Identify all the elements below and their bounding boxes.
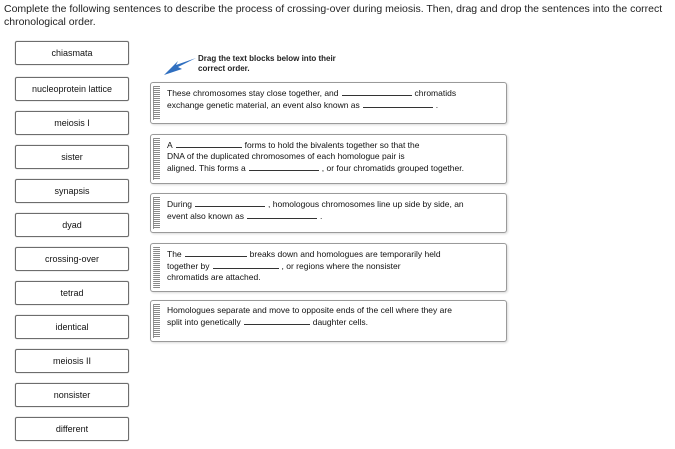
- answer-blank[interactable]: [244, 316, 310, 325]
- word-tile-nucleoprotein-lattice[interactable]: nucleoprotein lattice: [15, 77, 129, 101]
- word-tile-crossing-over[interactable]: crossing-over: [15, 247, 129, 271]
- answer-blank[interactable]: [363, 99, 433, 108]
- word-tile-meiosis-i[interactable]: meiosis I: [15, 111, 129, 135]
- word-tile-tetrad[interactable]: tetrad: [15, 281, 129, 305]
- drag-handle-icon[interactable]: [153, 304, 160, 338]
- sentence-block-3[interactable]: During , homologous chromosomes line up side by side, an event also known as .: [150, 193, 507, 233]
- word-tile-different[interactable]: different: [15, 417, 129, 441]
- word-tile-chiasmata[interactable]: chiasmata: [15, 41, 129, 65]
- drag-handle-icon[interactable]: [153, 197, 160, 229]
- answer-blank[interactable]: [176, 139, 242, 148]
- answer-blank[interactable]: [249, 162, 319, 171]
- answer-blank[interactable]: [195, 198, 265, 207]
- word-tile-identical[interactable]: identical: [15, 315, 129, 339]
- drag-hint: Drag the text blocks below into their correct order.: [198, 54, 336, 73]
- sentence-block-1[interactable]: These chromosomes stay close together, and chromatids exchange genetic material, an event also known as .: [150, 82, 507, 124]
- answer-blank[interactable]: [213, 260, 279, 269]
- answer-blank[interactable]: [247, 210, 317, 219]
- pointer-arrow-icon: [164, 56, 198, 78]
- word-tile-synapsis[interactable]: synapsis: [15, 179, 129, 203]
- sentence-block-2[interactable]: A forms to hold the bivalents together so that the DNA of the duplicated chromosomes of each homologue pair is aligned. This forms a , or four chromatids grouped together.: [150, 134, 507, 184]
- answer-blank[interactable]: [342, 87, 412, 96]
- sentence-block-4[interactable]: The breaks down and homologues are temporarily held together by , or regions where the nonsister chromatids are attached.: [150, 243, 507, 292]
- word-tile-meiosis-ii[interactable]: meiosis II: [15, 349, 129, 373]
- drag-handle-icon[interactable]: [153, 138, 160, 180]
- sentence-block-5[interactable]: Homologues separate and move to opposite ends of the cell where they are split into genetically daughter cells.: [150, 300, 507, 342]
- instructions-text: Complete the following sentences to describe the process of crossing-over during meiosis. Then, drag and drop the sentences into the correct chronological order.: [4, 3, 663, 28]
- word-tile-dyad[interactable]: dyad: [15, 213, 129, 237]
- drag-handle-icon[interactable]: [153, 86, 160, 120]
- word-tile-sister[interactable]: sister: [15, 145, 129, 169]
- answer-blank[interactable]: [185, 248, 247, 257]
- drag-handle-icon[interactable]: [153, 247, 160, 288]
- word-tile-nonsister[interactable]: nonsister: [15, 383, 129, 407]
